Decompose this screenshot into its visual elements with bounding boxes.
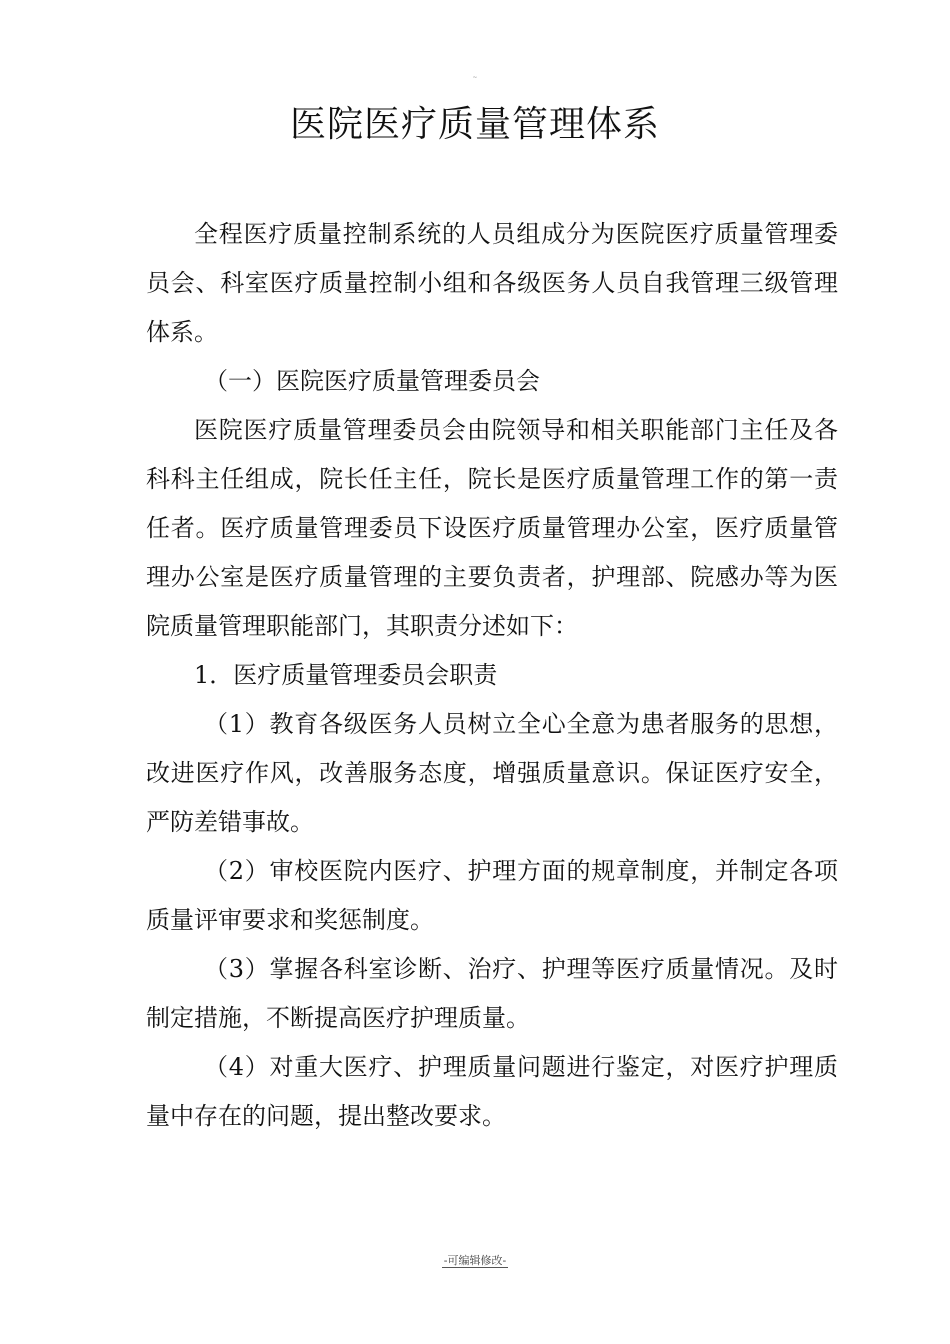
paragraph-committee-description: 医院医疗质量管理委员会由院领导和相关职能部门主任及各科科主任组成，院长任主任，院长是医疗质量管理工作的第一责任者。医疗质量管理委员下设医疗质量管理办公室，医疗质量管理办公室是医疗质量管理的主要负责者，护理部、院感办等为医院质量管理职能部门，其职责分述如下：: [146, 416, 838, 640]
duty-item-3: （3）掌握各科室诊断、治疗、护理等医疗质量情况。及时制定措施，不断提高医疗护理质量。: [146, 955, 838, 1032]
document-title: 医院医疗质量管理体系: [289, 104, 660, 145]
page-footer: [0, 1254, 950, 1268]
header-mark: ~: [472, 74, 478, 81]
document-body: [146, 210, 838, 1141]
duty-item-1: （1）教育各级医务人员树立全心全意为患者服务的思想，改进医疗作风，改善服务态度，增强质量意识。保证医疗安全，严防差错事故。: [146, 710, 838, 836]
duty-item-4: （4）对重大医疗、护理质量问题进行鉴定，对医疗护理质量中存在的问题，提出整改要求。: [146, 1053, 838, 1130]
section-heading-committee: （一）医院医疗质量管理委员会: [204, 367, 540, 395]
footer-text: -可编辑修改-: [443, 1254, 507, 1267]
duty-item-2: （2）审校医院内医疗、护理方面的规章制度，并制定各项质量评审要求和奖惩制度。: [146, 857, 838, 934]
subsection-heading-duties: 1．医疗质量管理委员会职责: [194, 661, 498, 689]
paragraph-intro: 全程医疗质量控制系统的人员组成分为医院医疗质量管理委员会、科室医疗质量控制小组和各级医务人员自我管理三级管理体系。: [146, 220, 838, 346]
